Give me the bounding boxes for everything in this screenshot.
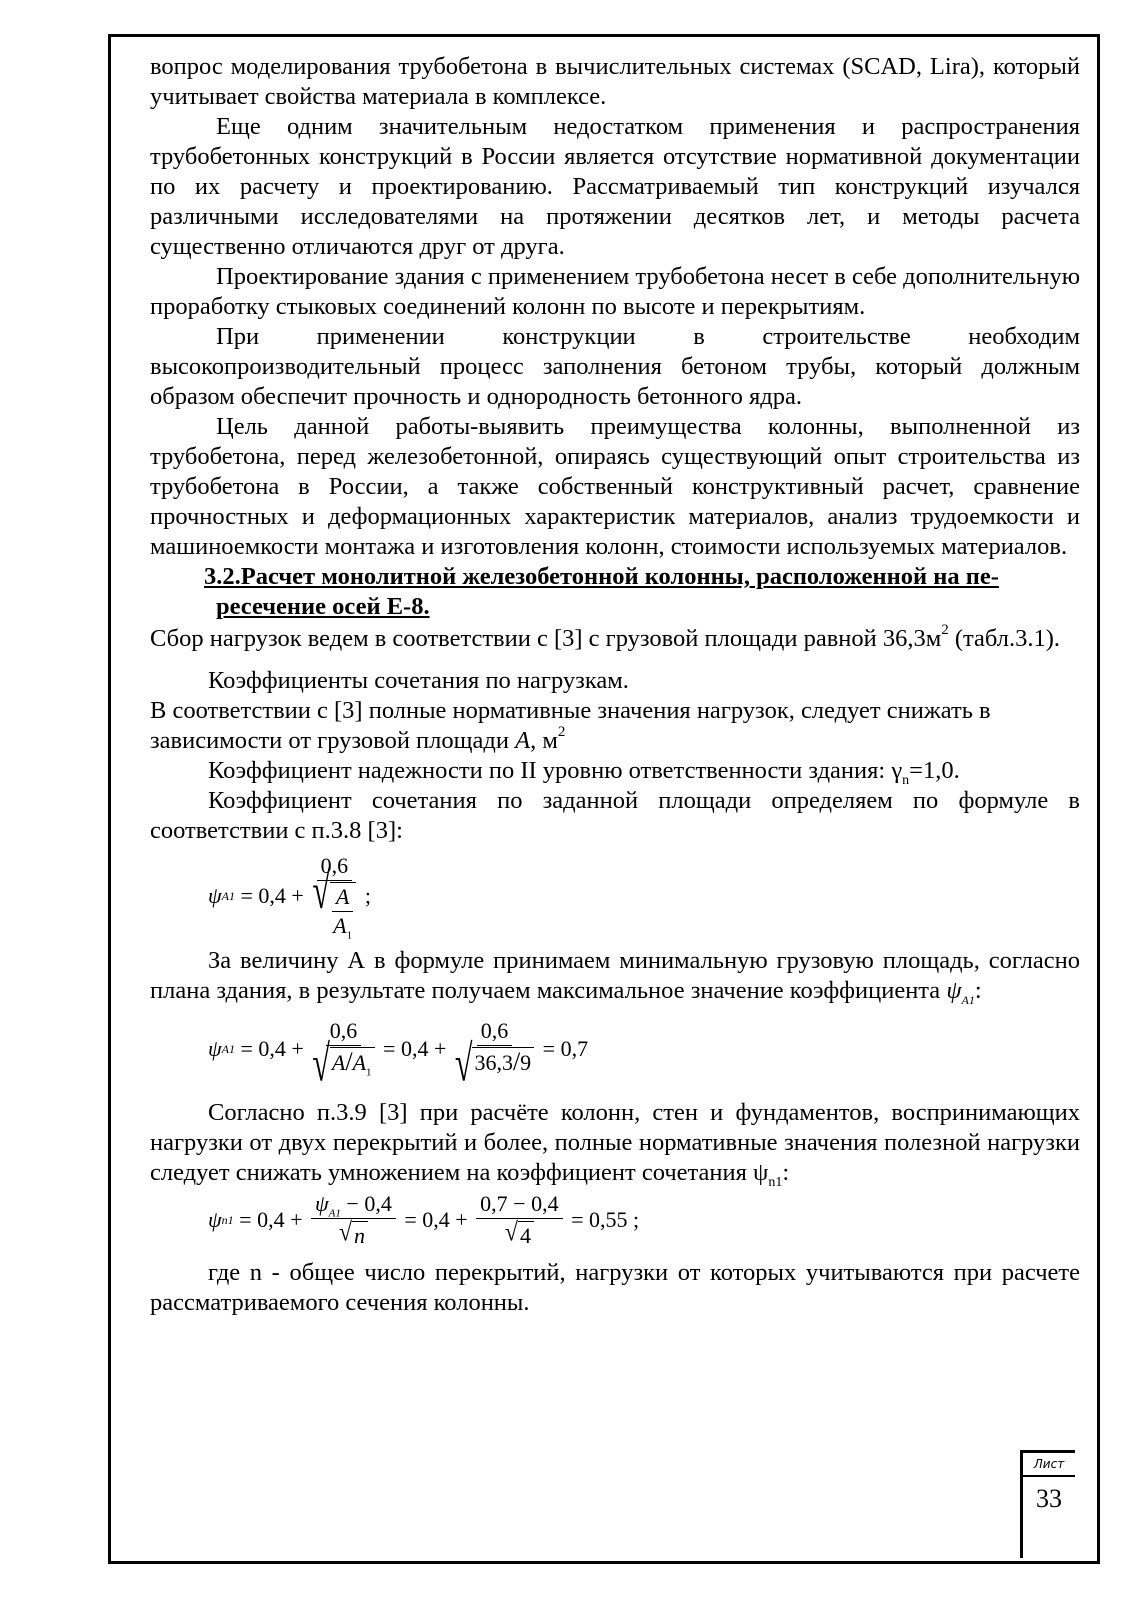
fraction-numerator: 0,7 − 0,4 bbox=[476, 1191, 562, 1219]
fraction-denominator bbox=[454, 1034, 534, 1092]
paragraph: Проектирование здания с применением трубобетона несет в себе дополнительную проработку стыковых соединений колонн по высоте и перекрытиям. bbox=[150, 263, 1080, 320]
reduction-paragraph bbox=[150, 696, 1080, 756]
radical-sign-icon: √ bbox=[312, 1034, 330, 1092]
formula-psi-n1: ψ n1 = 0,4 + $\psi_{A1} - 0,4$ √ n = 0,4 + 0,7 − 0,4 √ 4 = 0,55 ; bbox=[208, 1188, 1080, 1252]
psi-symbol: ψ bbox=[208, 1036, 222, 1061]
fraction-denominator bbox=[339, 1219, 368, 1249]
paragraph: Цель данной работы-выявить преимущества колонны, выполненной из трубобетона, перед железобетонной, опираясь существующий опыт строительства из трубобетона в России, а также собственный конструктивный расчет, сравнение прочностных и деформационных характеристик материалов, анализ трудоемкости и машиноемкости монтажа и изготовления колонн, стоимости используемых материалов. bbox=[150, 413, 1080, 560]
fraction bbox=[476, 1191, 562, 1249]
loads-paragraph bbox=[150, 622, 1080, 656]
paragraph: Еще одним значительным недостатком применения и распространения трубобетонных конструкций в России является отсутствие нормативной документации по их расчету и проектированию. Рассматриваемый тип конструкций изучался различными исследователями на протяжении десятков лет, и методы расчета существенно отличаются друг от друга. bbox=[150, 113, 1080, 260]
psi-subscript: n1 bbox=[768, 1174, 783, 1190]
fraction bbox=[312, 853, 356, 942]
paragraph: вопрос моделирования трубобетона в вычислительных системах (SCAD, Lira), который учитывает свойства материала в комплексе. bbox=[150, 53, 1080, 110]
section-heading-line-1: 3.2.Расчет монолитной железобетонной колонны, расположенной на пе- bbox=[204, 563, 999, 590]
area-a: A bbox=[332, 884, 353, 912]
psi-symbol: ψ bbox=[208, 1207, 222, 1232]
psi-symbol: ψ bbox=[946, 977, 962, 1004]
clause-text: Согласно п.3.9 [3] при расчёте колонн, стен и фундаментов, воспринимающих нагрузки от двух перекрытий и более, полные нормативные значения полезной нагрузки следует снижать умножением на коэффициент сочетания ψ bbox=[150, 1099, 1080, 1186]
radical-sign-icon: √ bbox=[454, 1034, 473, 1092]
radicand: 36,3/9 bbox=[472, 1047, 534, 1079]
radicand: $A/A_1$ bbox=[330, 1047, 375, 1079]
square-root bbox=[338, 1218, 368, 1249]
area-ratio bbox=[332, 884, 353, 942]
radicand: 4 bbox=[518, 1221, 534, 1249]
area-unit: , м bbox=[530, 727, 558, 754]
psi-symbol: ψ bbox=[208, 883, 222, 908]
reliability-value: =1,0. bbox=[909, 757, 960, 784]
reduction-text: В соответствии с [3] полные нормативные значения нагрузок, следует снижать в зависимости от грузовой площади bbox=[150, 697, 991, 754]
area-variable: A bbox=[515, 727, 531, 754]
formula-psi-a1: ψ A1 = 0,4 + 0,6 √ $\frac{A}{A_1}$ ; bbox=[208, 850, 1080, 942]
reliability-paragraph bbox=[150, 756, 1080, 786]
where-paragraph: где n - общее число перекрытий, нагрузки от которых учитываются при расчете рассматриваемого сечения колонны. bbox=[150, 1259, 1080, 1316]
section-heading bbox=[150, 562, 1080, 622]
min-area-paragraph bbox=[150, 946, 1080, 1006]
psi-subscript: A1 bbox=[961, 992, 975, 1007]
colon: : bbox=[974, 977, 982, 1004]
page-content bbox=[150, 52, 1080, 1318]
formula-psi-a1-value: ψ A1 = 0,4 + 0,6 √ $A/A_1$ = 0,4 + 0,6 √ 36,3/9 = 0,7 bbox=[208, 1018, 589, 1092]
fraction-denominator bbox=[505, 1219, 534, 1249]
radicand: n bbox=[352, 1221, 368, 1249]
paragraph: При применении конструкции в строительстве необходим высокопроизводительный процесс заполнения бетоном трубы, который должным образом обеспечит прочность и однородность бетонного ядра. bbox=[150, 323, 1080, 410]
formula-result: = 0,55 bbox=[565, 1207, 628, 1232]
table-reference: (табл.3.1). bbox=[954, 625, 1061, 652]
radicand bbox=[330, 882, 356, 942]
formula-operator: = 0,4 + bbox=[235, 883, 310, 908]
fraction-numerator: 0,6 bbox=[477, 1018, 513, 1046]
page-number: 33 bbox=[1036, 1484, 1062, 1513]
formula-end: ; bbox=[627, 1207, 640, 1232]
radical-sign-icon: √ bbox=[338, 1218, 352, 1248]
section-heading-line-2: ресечение осей Е-8. bbox=[216, 593, 430, 620]
clause-paragraph bbox=[150, 1098, 1080, 1188]
title-block bbox=[1020, 1450, 1075, 1558]
unit-exponent: 2 bbox=[557, 724, 566, 740]
formula-end: ; bbox=[359, 883, 371, 908]
sheet-label: Лист bbox=[1023, 1453, 1075, 1477]
square-root bbox=[312, 1034, 374, 1092]
formula-operator: = 0,4 + bbox=[233, 1207, 308, 1232]
fraction bbox=[312, 1018, 374, 1092]
fraction bbox=[454, 1018, 534, 1092]
gamma-subscript: n bbox=[902, 772, 910, 788]
min-area-text: За величину А в формуле принимаем минимальную грузовую площадь, согласно плана здания, в результате получаем максимальное значение коэффициента bbox=[150, 947, 1080, 1004]
unit-exponent: 2 bbox=[941, 622, 949, 638]
formula-operator: = 0,4 + bbox=[377, 1036, 452, 1061]
fraction-numerator: $\psi_{A1} - 0,4$ bbox=[311, 1191, 396, 1219]
loads-text: Сбор нагрузок ведем в соответствии с [3] с грузовой площади равной 36,3м bbox=[150, 625, 942, 652]
square-root bbox=[504, 1218, 534, 1249]
formula-operator: = 0,4 + bbox=[398, 1207, 474, 1232]
formula-operator: = 0,4 + bbox=[235, 1036, 310, 1061]
coeffs-title: Коэффициенты сочетания по нагрузкам. bbox=[208, 667, 629, 694]
area-a1: $A_1$ bbox=[333, 913, 353, 942]
fraction-numerator: 0,6 bbox=[326, 1018, 362, 1046]
combination-paragraph: Коэффициент сочетания по заданной площади определяем по формуле в соответствии с п.3.8 [3]: bbox=[150, 787, 1080, 844]
radical-sign-icon: √ bbox=[504, 1218, 518, 1248]
fraction-denominator bbox=[312, 1034, 374, 1092]
square-root bbox=[454, 1034, 534, 1092]
formula-result: = 0,7 bbox=[537, 1036, 589, 1061]
radical-sign-icon: √ bbox=[312, 861, 330, 920]
colon: : bbox=[782, 1159, 790, 1186]
reliability-text: Коэффициент надежности по II уровню ответственности здания: γ bbox=[208, 757, 903, 784]
fraction bbox=[311, 1191, 396, 1249]
fraction-numerator: 0,6 bbox=[317, 853, 353, 881]
